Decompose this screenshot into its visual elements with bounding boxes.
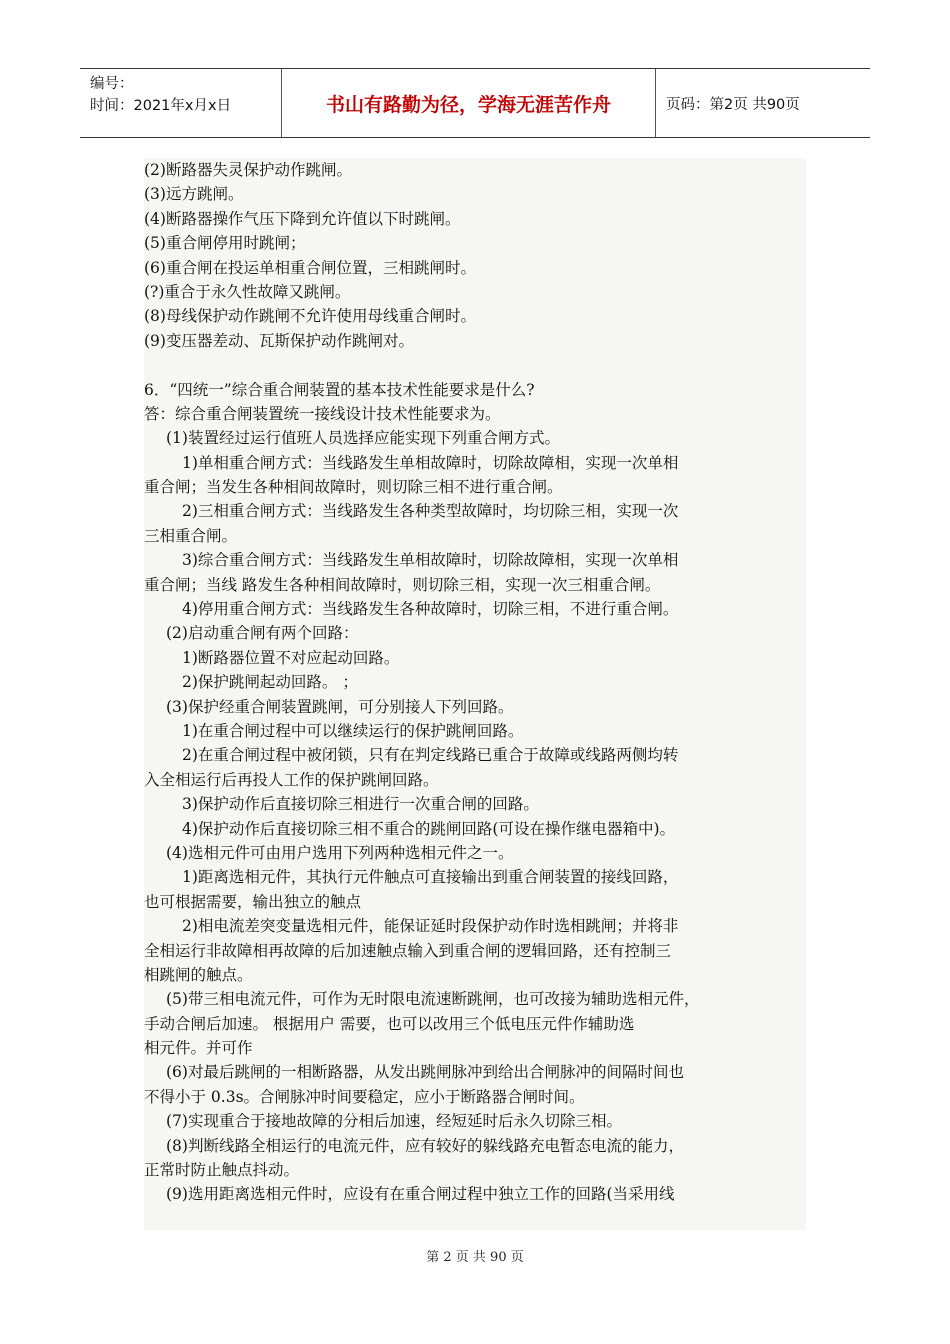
text-line: 重合闸；当线 路发生各种相间故障时，则切除三相，实现一次三相重合闸。 — [144, 575, 661, 594]
text-line: (3)远方跳闸。 — [144, 185, 244, 204]
text-line: 入全相运行后再投人工作的保护跳闸回路。 — [144, 770, 439, 789]
text-line: 2)相电流差突变量选相元件，能保证延时段保护动作时选相跳闸；并将非 — [182, 917, 679, 936]
text-line: (5)重合闸停用时跳闸； — [144, 234, 306, 253]
text-line: 正常时防止触点抖动。 — [144, 1161, 300, 1180]
text-line: (8)母线保护动作跳闸不允许使用母线重合闸时。 — [144, 307, 476, 326]
text-line: (6)对最后跳闸的一相断路器，从发出跳闸脉冲到给出合闸脉冲的间隔时间也 — [166, 1063, 684, 1082]
text-line: 手动合闸后加速。 根据用户 需要，也可以改用三个低电压元件作辅助选 — [144, 1014, 635, 1033]
text-line: 相元件。并可作 — [144, 1039, 253, 1058]
text-line: 三相重合闸。 — [144, 526, 238, 545]
text-line: 1)在重合闸过程中可以继续运行的保护跳闸回路。 — [182, 721, 524, 740]
text-line: 2)保护跳闸起动回路。 ； — [182, 673, 358, 692]
header-left-cell — [80, 69, 282, 137]
header-motto: 书山有路勤为径，学海无涯苦作舟 — [282, 69, 656, 137]
text-line: (5)带三相电流元件，可作为无时限电流速断跳闸，也可改接为辅助选相元件， — [166, 990, 700, 1009]
text-line: (8)判断线路全相运行的电流元件，应有较好的躲线路充电暂态电流的能力， — [166, 1136, 684, 1155]
text-line: (7)实现重合于接地故障的分相后加速，经短延时后永久切除三相。 — [166, 1112, 622, 1131]
text-line: (2)断路器失灵保护动作跳闸。 — [144, 161, 352, 179]
text-line: 答：综合重合闸装置统一接线设计技术性能要求为。 — [144, 404, 501, 423]
page-header — [80, 68, 870, 138]
text-line: 重合闸；当发生各种相间故障时，则切除三相不进行重合闸。 — [144, 478, 563, 497]
text-line: 4)停用重合闸方式：当线路发生各种故障时，切除三相，不进行重合闸。 — [182, 600, 679, 619]
page-footer: 第 2 页 共 90 页 — [426, 1250, 524, 1265]
text-line: 也可根据需要，输出独立的触点 — [144, 892, 362, 911]
text-line: 1)断路器位置不对应起动回路。 — [182, 648, 400, 667]
text-line: 1)单相重合闸方式：当线路发生单相故障时，切除故障相，实现一次单相 — [182, 453, 679, 472]
date-label: 时间：2021年x月x日 — [90, 98, 232, 114]
text-line: (?)重合于永久性故障又跳闸。 — [144, 282, 351, 301]
text-line: (9)选用距离选相元件时，应设有在重合闸过程中独立工作的回路(当采用线 — [166, 1185, 675, 1204]
text-line: (1)装置经过运行值班人员选择应能实现下列重合闸方式。 — [166, 429, 560, 448]
text-line: 不得小于 0.3s。合闸脉冲时间要稳定，应小于断路器合闸时间。 — [144, 1087, 585, 1106]
text-line: 全相运行非故障相再故障的后加速触点输入到重合闸的逻辑回路，还有控制三 — [144, 941, 672, 960]
text-line: 4)保护动作后直接切除三相不重合的跳闸回路(可设在操作继电器箱中)。 — [182, 819, 676, 838]
text-line: (4)选相元件可由用户选用下列两种选相元件之一。 — [166, 843, 514, 862]
text-line: 3)综合重合闸方式：当线路发生单相故障时，切除故障相，实现一次单相 — [182, 551, 679, 570]
document-body — [144, 158, 806, 1230]
text-line: 6．“四统一”综合重合闸装置的基本技术性能要求是什么? — [144, 380, 535, 399]
text-line: (6)重合闸在投运单相重合闸位置，三相跳闸时。 — [144, 258, 476, 277]
text-line: (2)启动重合闸有两个回路： — [166, 624, 359, 643]
blank-line — [144, 353, 806, 377]
text-line: (4)断路器操作气压下降到允许值以下时跳闸。 — [144, 209, 461, 228]
text-line: (9)变压器差动、瓦斯保护动作跳闸对。 — [144, 331, 414, 350]
number-label: 编号： — [90, 76, 134, 92]
text-line: 2)在重合闸过程中被闭锁，只有在判定线路已重合于故障或线路两侧均转 — [182, 746, 679, 765]
header-page-code: 页码：第2页 共90页 — [666, 96, 800, 113]
text-line: 1)距离选相元件，其执行元件触点可直接输出到重合闸装置的接线回路， — [182, 868, 679, 887]
text-line: 相跳闸的触点。 — [144, 965, 253, 984]
text-line: (3)保护经重合闸装置跳闸，可分别接人下列回路。 — [166, 697, 514, 716]
text-line: 3)保护动作后直接切除三相进行一次重合闸的回路。 — [182, 795, 539, 814]
text-line: 2)三相重合闸方式：当线路发生各种类型故障时，均切除三相，实现一次 — [182, 502, 679, 521]
